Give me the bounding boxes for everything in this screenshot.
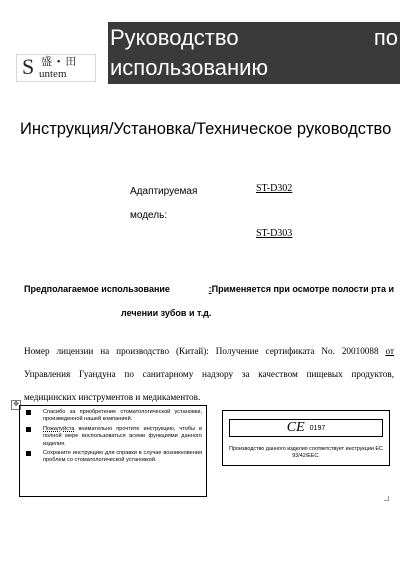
square-bullet-icon [26,410,31,415]
model-value-st-d302: ST-D302 [256,183,293,194]
intended-use-row1 [24,277,394,301]
ce-compliance-text: Производство данного изделия соответствует инструкции ЕС 93/42/EEC. [229,446,383,459]
license-text-before: Номер лицензии на производство (Китай): Получение сертификата No. 20010088 [24,346,386,356]
square-bullet-icon [26,451,31,456]
title-word-guide: Руководство [110,25,239,50]
intended-use [24,277,394,325]
license-paragraph [24,340,394,409]
company-logo [16,54,96,82]
title-line-2: использованию [110,55,268,80]
document-subtitle: Инструкция/Установка/Техническое руководство [20,120,392,138]
model-label [130,180,197,228]
ce-notified-body-number: 0197 [309,424,326,432]
square-bullet-icon [26,427,31,432]
table-resize-handle-icon[interactable] [384,496,389,501]
model-label-line1: Адаптируемая [130,186,198,197]
intended-use-label: Предполагаемое использование [24,284,170,294]
list-item [26,426,202,448]
table-move-handle-icon[interactable]: ✥ [11,400,21,410]
intended-use-text-line2: лечении зубов и т.д. [121,308,212,318]
logo-word-rest: untem [39,68,67,80]
ce-mark-icon: CE [286,420,305,435]
logo-letter-s: S [22,54,35,79]
intended-use-text-wrap [209,277,394,301]
notes-box [19,405,207,497]
ce-certification-box [222,410,390,466]
model-value-st-d303: ST-D303 [256,228,293,239]
license-underlined-word: от [385,346,394,356]
model-label-line2: модель: [130,210,168,221]
note-text: Спасибо за приобретение стоматологической установки, произведенной нашей компанией. [43,409,202,423]
note-text [43,426,202,448]
note-dotted-word: Пожалуйста [43,425,75,432]
intended-use-text-line1: Применяется при осмотре полости рта и [211,284,394,294]
title-word-po: по [373,25,398,50]
list-item [26,409,202,424]
title-banner [108,22,400,84]
license-text-after: Управления Гуандуна по санитарному надзору за качеством пищевых продуктов, медицинских инструментов и медикаментов. [24,369,394,402]
note-text: Сохраните инструкцию для справки в случае возникновения проблем со стоматологической установкой. [43,450,202,464]
note-text-rest: внимательно прочтите инструкцию, чтобы в полной мере воспользоваться всеми функциями данного изделия. [43,425,202,447]
logo-chinese-text: 盛 • 田 [41,56,78,68]
title-line-1 [110,24,398,52]
list-item [26,450,202,465]
intended-use-colon: : [208,284,212,294]
ce-mark-frame [229,419,383,437]
